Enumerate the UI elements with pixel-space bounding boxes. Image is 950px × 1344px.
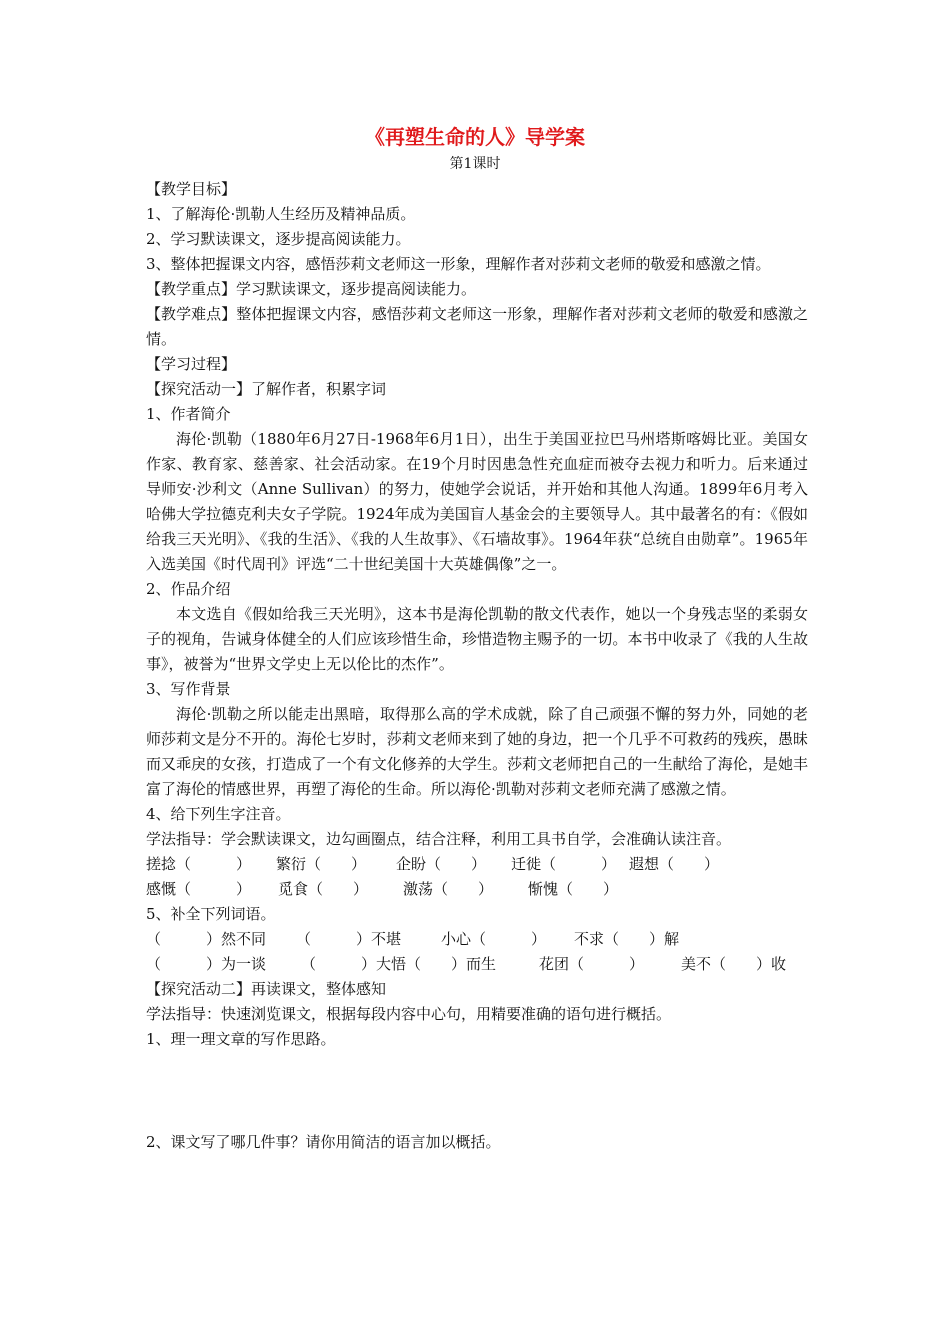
pinyin-row — [146, 852, 808, 877]
activity2-guide: 学法指导：快速浏览课文，根据每段内容中心句，用精要准确的语句进行概括。 — [146, 1005, 672, 1023]
words-item: （ ）然不同 — [146, 930, 267, 948]
words-item: 小心（ ） — [441, 930, 547, 948]
pinyin-item: 觅食（ ） — [278, 880, 369, 898]
words-item: 美不（ ）收 — [681, 955, 787, 973]
work-heading: 2、作品介绍 — [146, 580, 231, 598]
work-intro: 本文选自《假如给我三天光明》，这本书是海伦凯勒的散文代表作，她以一个身残志坚的柔弱女子的视角，告诫身体健全的人们应该珍惜生命，珍惜造物主赐予的一切。本书中收录了《我的人生故事》，被誉为“世界文学史上无以伦比的杰作”。 — [146, 605, 808, 673]
key-point: 【教学重点】学习默读课文，逐步提高阅读能力。 — [146, 280, 477, 298]
background-heading: 3、写作背景 — [146, 680, 231, 698]
answer-space — [146, 1052, 808, 1130]
pinyin-item: 搓捻（ ） — [146, 855, 252, 873]
question-2: 2、课文写了哪几件事？请你用简洁的语言加以概括。 — [146, 1133, 501, 1151]
pinyin-item: 迁徙（ ） — [511, 855, 617, 873]
pinyin-item: 激荡（ ） — [403, 880, 494, 898]
words-item: 花团（ ） — [539, 955, 645, 973]
words-item: 不求（ ）解 — [574, 930, 680, 948]
objective-item: 1、了解海伦·凯勒人生经历及精神品质。 — [146, 205, 416, 223]
author-intro: 海伦·凯勒（1880年6月27日-1968年6月1日），出生于美国亚拉巴马州塔斯喀姆比亚。美国女作家、教育家、慈善家、社会活动家。在19个月时因患急性充血症而被夺去视力和听力。后来通过导师安·沙利文（Anne Sullivan）的努力，使她学会说话，并开始和其他人沟通。1899年6月考入哈佛大学拉德克利夫女子学院。1924年成为美国盲人基金会的主要领导人。其中最著名的有：《假如给我三天光明》、《我的生活》、《我的人生故事》、《石墙故事》。1964年获“总统自由勋章”。1965年入选美国《时代周刊》评选“二十世纪美国十大英雄偶像”之一。 — [146, 430, 808, 573]
author-heading: 1、作者简介 — [146, 405, 231, 423]
question-1: 1、理一理文章的写作思路。 — [146, 1030, 336, 1048]
objectives-heading: 【教学目标】 — [146, 180, 237, 198]
document-title: 《再塑生命的人》导学案 — [365, 125, 585, 149]
pinyin-heading: 4、给下列生字注音。 — [146, 805, 291, 823]
words-heading: 5、补全下列词语。 — [146, 905, 276, 923]
pinyin-item: 感慨（ ） — [146, 880, 252, 898]
difficulty: 【教学难点】整体把握课文内容，感悟莎莉文老师这一形象，理解作者对莎莉文老师的敬爱和感激之情。 — [146, 305, 808, 348]
pinyin-item: 惭愧（ ） — [528, 880, 619, 898]
words-item: （ ）为一谈 — [146, 955, 267, 973]
objective-item: 3、整体把握课文内容，感悟莎莉文老师这一形象，理解作者对莎莉文老师的敬爱和感激之情。 — [146, 255, 771, 273]
pinyin-guide: 学法指导：学会默读课文，边勾画圈点，结合注释，利用工具书自学，会准确认读注音。 — [146, 830, 732, 848]
document-body — [146, 177, 808, 1155]
lesson-number: 第1课时 — [449, 156, 501, 172]
objective-item: 2、学习默读课文，逐步提高阅读能力。 — [146, 230, 411, 248]
words-row — [146, 952, 808, 977]
background-text: 海伦·凯勒之所以能走出黑暗，取得那么高的学术成就，除了自己顽强不懈的努力外，同她的老师莎莉文是分不开的。海伦七岁时，莎莉文老师来到了她的身边，把一个几乎不可救药的残疾，愚昧而又乖戾的女孩，打造成了一个有文化修养的大学生。莎莉文老师把自己的一生献给了海伦，是她丰富了海伦的情感世界，再塑了海伦的生命。所以海伦·凯勒对莎莉文老师充满了感激之情。 — [146, 705, 808, 798]
pinyin-item: 繁衍（ ） — [276, 855, 367, 873]
activity2-heading: 【探究活动二】再读课文，整体感知 — [146, 980, 387, 998]
pinyin-item: 遐想（ ） — [629, 855, 720, 873]
pinyin-row — [146, 877, 808, 902]
process-heading: 【学习过程】 — [146, 355, 237, 373]
words-item: （ ）大悟（ ）而生 — [301, 955, 497, 973]
activity1-heading: 【探究活动一】了解作者，积累字词 — [146, 380, 387, 398]
pinyin-item: 企盼（ ） — [396, 855, 487, 873]
words-row — [146, 927, 808, 952]
words-item: （ ）不堪 — [296, 930, 402, 948]
